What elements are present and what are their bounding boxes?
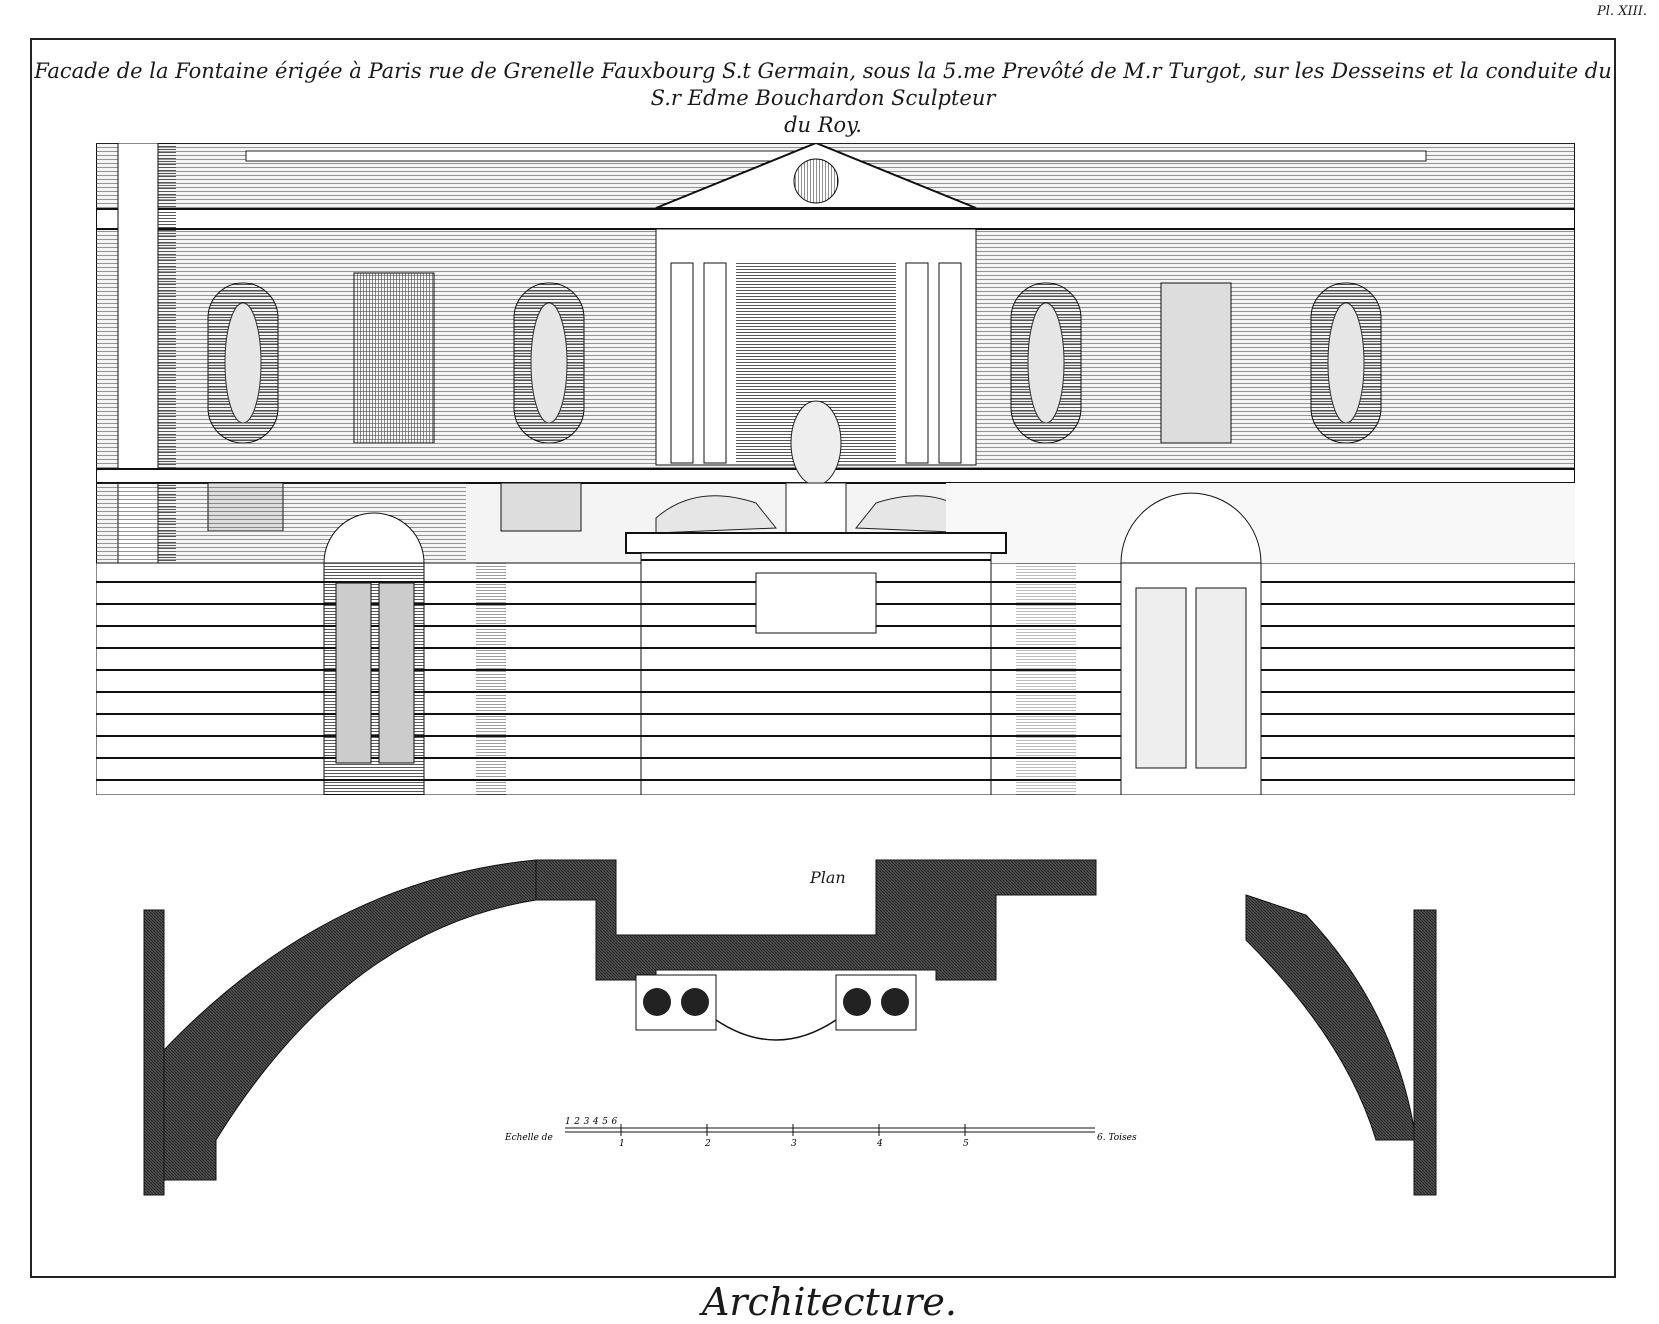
plate-number: Pl. XIII. bbox=[1597, 4, 1647, 19]
scale-major-tick-4: 4 bbox=[877, 1139, 883, 1149]
scale-fine-tick-6: 6 bbox=[611, 1117, 618, 1127]
scale-fine-tick-2: 2 bbox=[574, 1117, 581, 1127]
plate-caption bbox=[32, 58, 1614, 139]
scale-fine-ticks bbox=[565, 1117, 618, 1127]
fountain-elevation-engraving bbox=[96, 143, 1575, 795]
scale-fine-tick-1: 1 bbox=[565, 1117, 571, 1127]
scale-prefix: Echelle de bbox=[505, 1133, 553, 1143]
scale-fine-tick-5: 5 bbox=[602, 1117, 608, 1127]
door-right bbox=[1121, 493, 1261, 795]
caption-line-1: Facade de la Fontaine érigée à Paris rue de Grenelle Fauxbourg S.t Germain, sous la 5.me Prevôté de M.r Turgot, sur les Desseins et la conduite du S.r Edme Bouchardon Sculpteur bbox=[34, 59, 1612, 110]
scale-suffix: 6. Toises bbox=[1097, 1133, 1137, 1143]
plan-label: Plan bbox=[810, 868, 846, 887]
scale-major-tick-1: 1 bbox=[619, 1139, 625, 1149]
scale-fine-tick-3: 3 bbox=[583, 1117, 590, 1127]
scale-major-tick-3: 3 bbox=[791, 1139, 797, 1149]
carved-panel-right bbox=[1161, 283, 1231, 443]
carved-panel-left bbox=[354, 273, 434, 443]
scale-fine-tick-4: 4 bbox=[592, 1117, 599, 1127]
niche-statue-1 bbox=[208, 283, 278, 443]
niche-statue-2 bbox=[514, 283, 584, 443]
door-left bbox=[324, 513, 424, 795]
niche-statue-3 bbox=[1011, 283, 1081, 443]
plate-title-architecture: Architecture. bbox=[701, 1280, 958, 1324]
inscription-cartouche bbox=[756, 573, 876, 633]
caption-line-2: du Roy. bbox=[784, 113, 862, 137]
scale-major-tick-5: 5 bbox=[963, 1139, 969, 1149]
scale-bar bbox=[505, 1110, 1145, 1150]
niche-statue-4 bbox=[1311, 283, 1381, 443]
scale-major-tick-2: 2 bbox=[705, 1139, 711, 1149]
